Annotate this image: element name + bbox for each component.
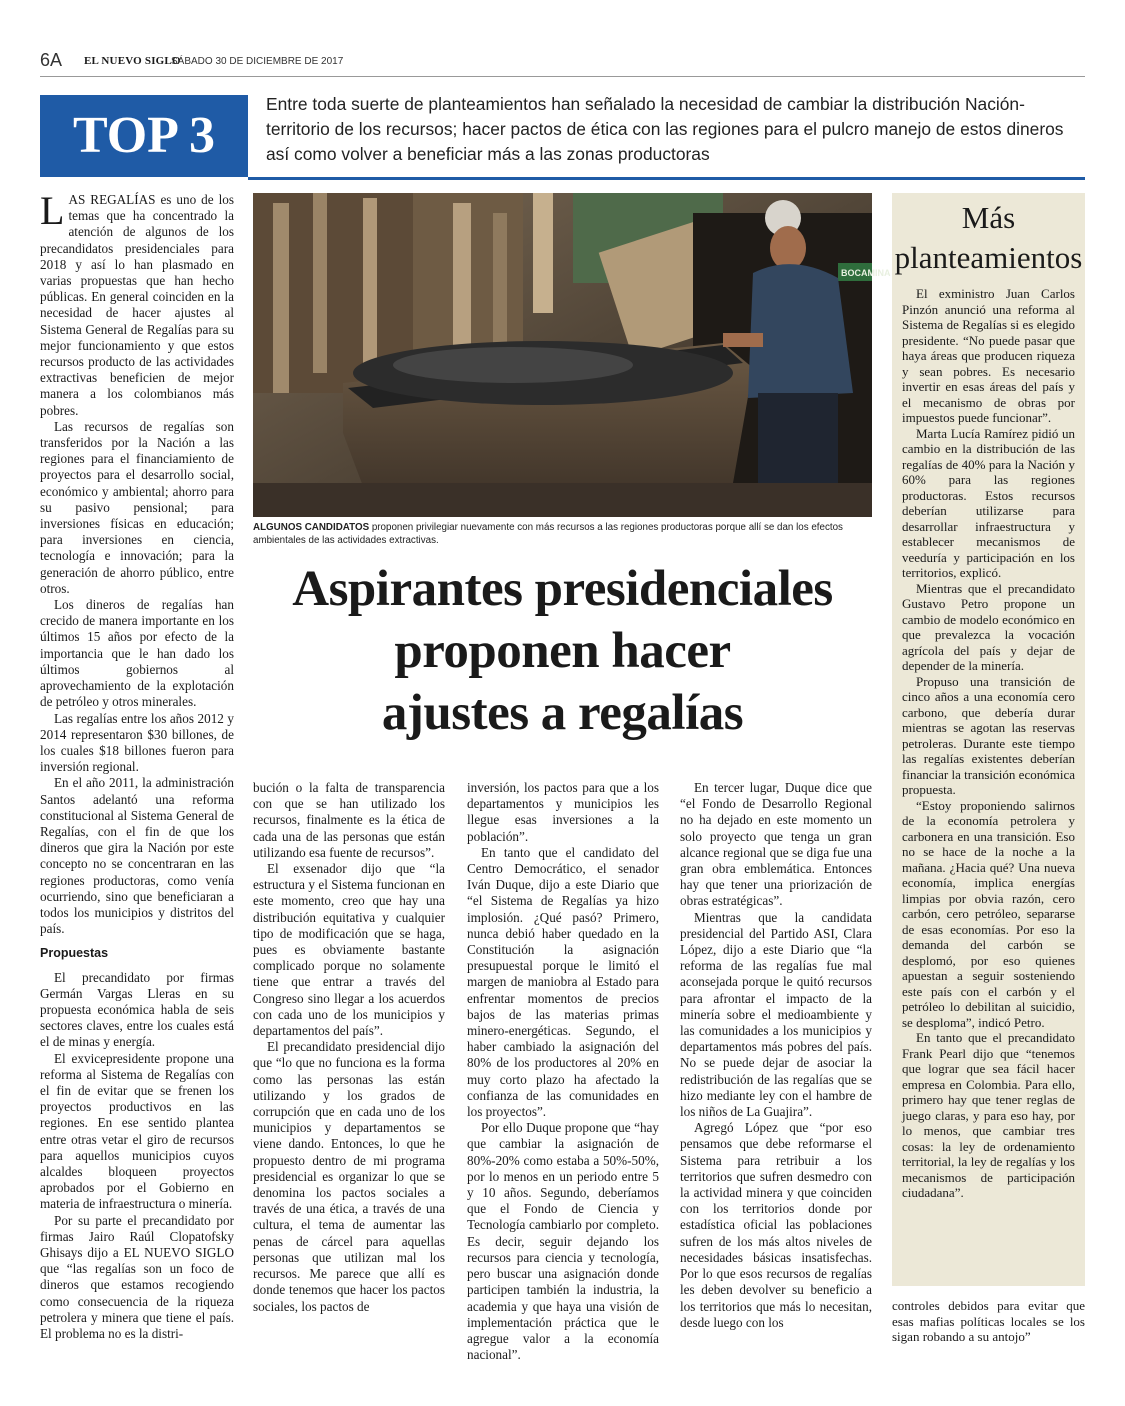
paragraph: Las recursos de regalías son transferidos por la Nación a las regiones para el financiamiento de proyectos para el desarrollo social, económico y ambiental; ahorro para su pasivo pensional; para inversiones físicas en educación; para inversiones en ciencia, tecnología e innovación; para la generación de ahorro público, entre otros.: [40, 418, 234, 596]
paragraph: Las regalías entre los años 2012 y 2014 representaron $30 billones, de los cuales $18 billones fueron para inversión regional.: [40, 710, 234, 775]
paragraph: Por su parte el precandidato por firmas Jairo Raúl Clopatofsky Ghisays dijo a EL NUEVO SIGLO que “las regalías son un foco de dineros que estamos recogiendo como consecuencia de la riqueza petrolera y minera que tiene el país. El problema no es la distri-: [40, 1212, 234, 1342]
paragraph: Los dineros de regalías han crecido de manera importante en los últimos 15 años por efecto de la importancia que le han dado los últimos gobiernos al aprovechamiento de la explotación de petróleo y otros minerales.: [40, 597, 234, 710]
paragraph: En tercer lugar, Duque dice que “el Fondo de Desarrollo Regional no ha dejado en este momento un solo proyecto que tenga un gran alcance regional que se diga fue una gran obra emblemática. Entonces hay que tener una priorización de obras estratégicas”.: [680, 780, 872, 909]
paragraph: inversión, los pactos para que a los departamentos y municipios les llegue esas inversiones a la población”.: [467, 780, 659, 844]
paragraph: bución o la falta de transparencia con que se han utilizado los recursos, finalmente es la ética de cada una de las personas que están utilizando esa fuente de recursos”.: [253, 780, 445, 860]
sidebar-paragraph: Mientras que el precandidato Gustavo Petro propone un cambio de modelo económico en que prevalezca la vocación agrícola del país y dejar de depender de la minería.: [902, 580, 1075, 673]
subheading: Propuestas: [40, 946, 109, 961]
headline: [253, 558, 872, 744]
sidebar-paragraph: Propuso una transición de cinco años a una economía cero carbono, que debería durar mientras se agotan las reservas petroleras. Durante este tiempo las regalías existentes deberían financiar la transición económica propuesta.: [902, 673, 1075, 797]
article-column-5-tail: [892, 1298, 1085, 1345]
sidebar-paragraph: El exministro Juan Carlos Pinzón anunció una reforma al Sistema de Regalías si es elegido presidente. “No puede pasar que haya áreas que producen riqueza y sean pobres. Es necesario invertir en esas áreas del país y el mecanismo de obras por impuestos puede funcionar”.: [902, 286, 1075, 425]
bocamina-sign: BOCAMINA: [841, 268, 891, 278]
caption-lead: ALGUNOS CANDIDATOS: [253, 522, 370, 533]
sidebar-title-line: planteamientos: [894, 240, 1083, 275]
article-column-4: [680, 780, 872, 1331]
issue-date: SÁBADO 30 DE DICIEMBRE DE 2017: [171, 56, 344, 67]
sidebar-title-line: Más: [961, 200, 1016, 235]
caption-text: proponen privilegiar nuevamente con más recursos a las regiones productoras porque allí se dan los efectos ambientales de las actividades extractivas.: [253, 522, 843, 546]
sidebar-paragraph: Marta Lucía Ramírez pidió un cambio en la distribución de las regalías de 40% para la Nación y 60% para las regiones productoras. Estos recursos deberían utilizarse para desarrollar infraestructura y establecer mecanismos de veeduría y participación en los territorios, explicó.: [902, 425, 1075, 580]
mine-photo: [253, 193, 891, 517]
section-label: TOP 3: [72, 107, 216, 164]
headline-line: Aspirantes presidenciales: [292, 561, 833, 617]
header-rule: [40, 76, 1085, 77]
paragraph: El exsenador dijo que “la estructura y el Sistema funcionan en este momento, creo que hay una distribución equitativa y cualquier tipo de modificación que se haga, pues es obviamente bastante complicado porque no solamente tiene que entrar a través del Congreso sino llegar a los acuerdos con cada uno de los municipios y departamentos del país”.: [253, 861, 445, 1039]
paragraph: Mientras que la candidata presidencial del Partido ASI, Clara López, dijo a este Diario que “la reforma de las regalías fue mal aconsejada porque le quitó recursos para afrontar el impacto de la minería sobre el medioambiente y las comunidades a los municipios y departamentos más pobres del país. No se puede dejar de asociar la redistribución de las regalías que se hizo mediante ley con el hambre de los niños de La Guajira”.: [680, 909, 872, 1120]
paragraph: En el año 2011, la administración Santos adelantó una reforma constitucional al Sistema General de Regalías, con el fin de que los dineros que gira la Nación por este concepto no se concentraran en las regiones productoras, como venía ocurriendo, sino que beneficiaran a todos los municipios y distritos del país.: [40, 775, 234, 937]
article-column-2: [253, 780, 445, 1315]
headline-line: proponen hacer: [394, 623, 731, 679]
drop-cap: L: [40, 188, 65, 233]
sidebar-title: [892, 198, 1085, 278]
sidebar-paragraph: “Estoy proponiendo salirnos de la economía petrolera y carbonera en una transición. Eso no se hace de la noche a la mañana. ¿Hacia qué? Una nueva economía, implica energías limpias por obvia razón, cero carbón, cero petróleo, separarse de esas economías. Por eso la demanda del carbón se desplomó, por eso quienes apuestan a seguir sosteniendo este país con el carbón y el petróleo lo debilitan al suicidio, se desploma”, indicó Petro.: [902, 797, 1075, 1030]
paragraph: controles debidos para evitar que esas mafias políticas locales se los sigan robando a su antojo”: [892, 1298, 1085, 1344]
paragraph: El precandidato por firmas Germán Vargas Lleras en su propuesta económica habla de seis sectores claves, entre los cuales está el de minas y energía.: [40, 969, 234, 1050]
paragraph: El precandidato presidencial dijo que “lo que no funciona es la forma como las personas las están utilizando y los grados de corrupción que en cada uno de los municipios y departamentos se viene dando. Entonces, lo que he propuesto dentro de mi programa presidencial es organizar lo que se denomina los pactos sociales a través de una ética, a través de una cultura, el tema de aumentar las penas de cárcel para aquellas personas que utilizan mal los recursos. Me parece que allí es donde tenemos que hacer los pactos sociales, los pactos de: [253, 1039, 445, 1314]
sidebar-body: [902, 286, 1075, 1201]
paragraph: Agregó López que “por eso pensamos que debe reformarse el Sistema para retribuir a los territorios que sufren desmedro con la actividad minera y que coinciden con los territorios donde por estadística oficial las poblaciones sufren de los más altos niveles de necesidades básicas insatisfechas. Por lo que esos recursos de regalías les deben devolver su beneficio a los territorios que más lo necesitan, desde luego con los: [680, 1120, 872, 1330]
paragraph: AS REGALÍAS es uno de los temas que ha concentrado la atención de algunos de los precandidatos presidenciales para 2018 y así lo han plasmado en varias propuestas que han hecho públicas. En general coinciden en la necesidad de hacer ajustes al Sistema General de Regalías para su mejor funcionamiento y que estos recursos producto de las actividades extractivas beneficien de mejor manera a los colombianos más pobres.: [40, 192, 234, 418]
page-number: 6A: [40, 50, 63, 70]
banner-summary: Entre toda suerte de planteamientos han señalado la necesidad de cambiar la distribución Nación-territorio de los recursos; hacer pactos de ética con las regiones para el pulcro manejo de estos dineros así como volver a beneficiar más a las zonas productoras: [266, 94, 1064, 164]
paragraph: El exvicepresidente propone una reforma al Sistema de Regalías con el fin de evitar que se frenen los proyectos productivos en las regiones. En ese sentido plantea entre otras vetar el giro de recursos para aquellos municipios cuyos alcaldes bloqueen proyectos aprobados por el Gobierno en materia de infraestructura o minería.: [40, 1050, 234, 1212]
sidebar-paragraph: En tanto que el precandidato Frank Pearl dijo que “tenemos que lograr que sea fácil hacer empresa en Colombia. Para ello, primero hay que tener reglas de juego claras, y para eso hay, por lo menos, que cambiar tres cosas: la ley de ordenamiento territorial, la ley de regalías y los mecanismos de participación ciudadana”.: [902, 1030, 1075, 1200]
banner-rule: [248, 177, 1085, 180]
paragraph: Por ello Duque propone que “hay que cambiar la asignación de 80%-20% como estaba a 50%-50%, por lo menos en un periodo entre 5 y 10 años. Segundo, deberíamos que el Fondo de Ciencia y Tecnología cambiarlo por completo. Es decir, seguir dejando los recursos para ciencia y tecnología, pero buscar una asignación donde participen también la industria, la academia y que haya una visión de implementación práctica que le agregue valor a la economía nacional”.: [467, 1120, 659, 1363]
article-column-3: [467, 780, 659, 1363]
photo-caption: [253, 521, 872, 547]
masthead: EL NUEVO SIGLO: [84, 55, 181, 67]
headline-line: ajustes a regalías: [381, 685, 744, 741]
article-column-1: [40, 188, 234, 1342]
paragraph: En tanto que el candidato del Centro Democrático, el senador Iván Duque, dijo a este Diario que “el Sistema de Regalías ya hizo implosión. ¿Qué pasó? Primero, nunca debió haber quedado en la Constitución la asignación presupuestal porque le limitó el margen de maniobra al Estado para enfrentar momentos de precios bajos de las materias primas minero-energéticas. Segundo, el haber cambiado la asignación del 80% de los productores al 20% en muy corto plazo ha afectado la confianza de las comunidades en los proyectos”.: [467, 844, 659, 1120]
